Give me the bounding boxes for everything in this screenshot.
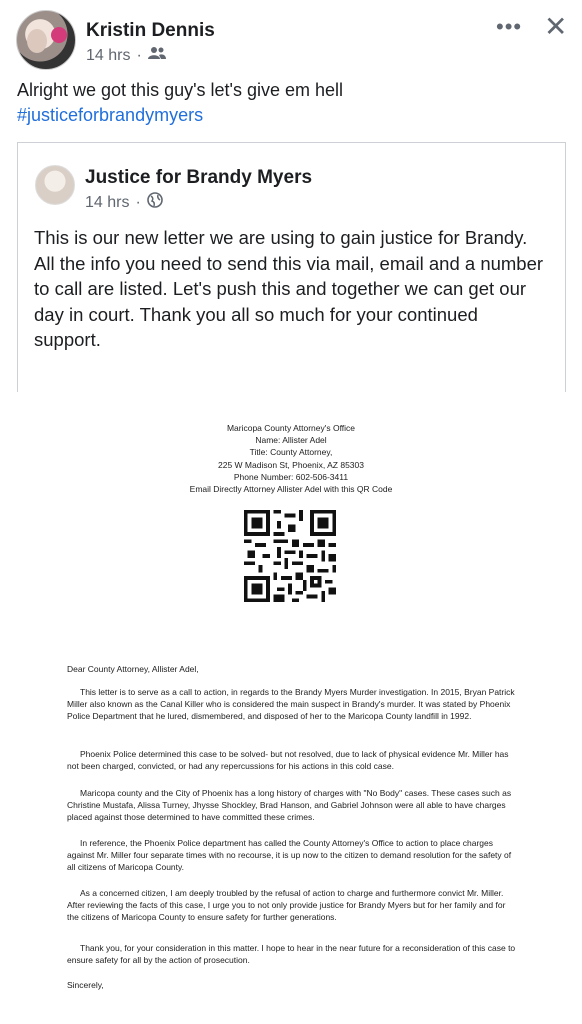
- shared-post-card[interactable]: [17, 142, 566, 393]
- shared-post-meta: [85, 192, 163, 213]
- close-icon[interactable]: ✕: [544, 11, 568, 42]
- more-options-icon[interactable]: •••: [496, 14, 523, 39]
- shared-post-time[interactable]: 14 hrs: [85, 193, 130, 211]
- address-line: Title: County Attorney,: [249, 447, 333, 458]
- post-time[interactable]: 14 hrs: [86, 46, 131, 64]
- shared-post-text: This is our new letter we are using to gain justice for Brandy. All the info you need to send this via mail, email and a number to call are listed. Let's push this and together we can get our day in court. Thank you all so much for your continued support.: [34, 227, 544, 350]
- letter-image[interactable]: [0, 392, 582, 1024]
- letter-closing: Sincerely,: [67, 980, 104, 990]
- friends-icon: [148, 46, 166, 65]
- letter-greeting: Dear County Attorney, Allister Adel,: [67, 664, 199, 674]
- address-line: Maricopa County Attorney's Office: [226, 423, 356, 433]
- letter-paragraph: As a concerned citizen, I am deeply troubled by the refusal of action to charge and furthermore convict Mr. Miller. After reviewing the facts of this case, I urge you to not only provide justice for Brandy Myers but for her family and for the citizens of Maricopa County to ensure safety for further generations.: [67, 888, 506, 923]
- post-meta: [86, 46, 166, 65]
- post-header: [0, 0, 582, 70]
- shared-author-name[interactable]: Justice for Brandy Myers: [85, 167, 313, 188]
- address-line: 225 W Madison St, Phoenix, AZ 85303: [217, 459, 364, 470]
- letter-paragraph: This letter is to serve as a call to action, in regards to the Brandy Myers Murder investigation. In 2015, Bryan Patrick Miller also known as the Canal Killer who is considered the main suspect in Brandy's murder. It was stated by Phoenix Police Department that he lured, dismembered, and disposed of her to the Maricopa County landfill in 1992.: [67, 687, 515, 722]
- meta-separator: ·: [136, 46, 142, 64]
- letter-paragraph: Thank you, for your consideration in this matter. I hope to hear in the near future for a reconsideration of this case to ensure safety for all by the action of prosecution.: [67, 943, 516, 966]
- shared-author-avatar[interactable]: [35, 165, 75, 205]
- letter-paragraph: Maricopa county and the City of Phoenix has a long history of charges with "No Body" cases. These cases such as Christine Mustafa, Alissa Turney, Jhysse Shockley, Brad Hanson, and Gabriel Johnson were all able to have charges placed against those determined to have committed these crimes.: [67, 788, 512, 823]
- address-line: Name: Allister Adel: [255, 435, 327, 446]
- letter-paragraph: In reference, the Phoenix Police department has called the County Attorney's Office to action to place charges against Mr. Miller four separate times with no recourse, it is up now to the citizen to demand resolution for the safety of all citizens of Maricopa County.: [67, 838, 512, 873]
- post-text: [17, 78, 567, 128]
- letter-paragraph: Phoenix Police determined this case to be solved- but not resolved, due to lack of physical evidence Mr. Miller has not been charged, convicted, or had any repercussions for his actions in this cold case.: [67, 749, 509, 772]
- hashtag-link[interactable]: #justiceforbrandymyers: [17, 105, 204, 125]
- letter-address-block: [0, 422, 582, 495]
- globe-icon: [147, 192, 163, 213]
- author-name[interactable]: Kristin Dennis: [86, 20, 215, 41]
- avatar-badge: [51, 27, 67, 43]
- qr-code-image: [244, 510, 336, 602]
- address-line: Email Directly Attorney Allister Adel with this QR Code: [189, 484, 393, 495]
- avatar-face: [27, 29, 47, 53]
- post-message: Alright we got this guy's let's give em hell: [17, 80, 344, 100]
- author-avatar[interactable]: [16, 10, 76, 70]
- meta-separator: ·: [135, 193, 141, 211]
- address-line: Phone Number: 602-506-3411: [233, 471, 349, 482]
